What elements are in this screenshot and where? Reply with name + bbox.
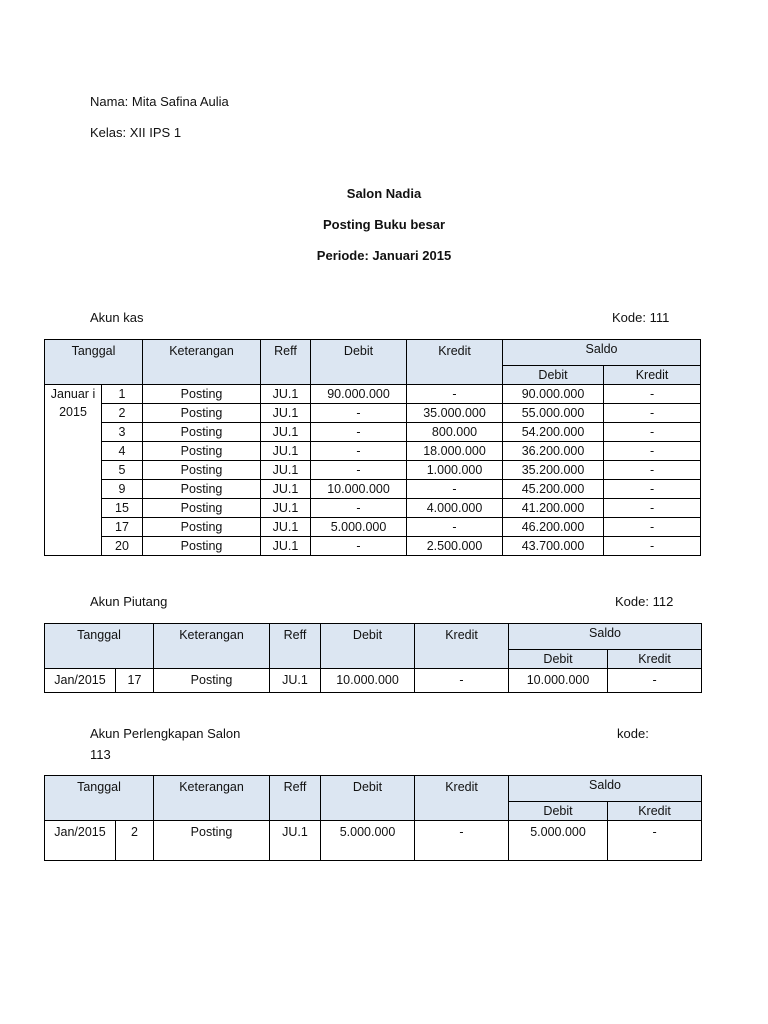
- reff-cell: JU.1: [261, 442, 311, 461]
- saldo-kredit-cell: -: [604, 518, 701, 537]
- debit-cell: 5.000.000: [321, 821, 415, 861]
- debit-cell: -: [311, 404, 407, 423]
- day-cell: 20: [102, 537, 143, 556]
- table-row: [45, 537, 701, 556]
- kredit-cell: -: [407, 385, 503, 404]
- day-cell: 2: [102, 404, 143, 423]
- col-keterangan: Keterangan: [143, 340, 261, 385]
- col-debit: Debit: [321, 776, 415, 821]
- ledger-table-piutang: [44, 623, 702, 693]
- company-name: Salon Nadia: [346, 186, 422, 201]
- kredit-cell: -: [407, 480, 503, 499]
- keterangan-cell: Posting: [143, 499, 261, 518]
- student-class: Kelas: XII IPS 1: [90, 125, 182, 140]
- month-cell: Jan/2015: [45, 821, 116, 861]
- account-code-value: 113: [90, 747, 111, 762]
- month-cell: Januar i 2015: [45, 385, 102, 556]
- ledger-table-perlengkapan: [44, 775, 702, 861]
- col-kredit: Kredit: [415, 624, 509, 669]
- saldo-kredit-cell: -: [604, 461, 701, 480]
- saldo-debit-cell: 41.200.000: [503, 499, 604, 518]
- day-cell: 17: [116, 669, 154, 693]
- ledger-table-kas: [44, 339, 701, 556]
- col-tanggal: Tanggal: [45, 776, 154, 821]
- period: Periode: Januari 2015: [316, 248, 452, 263]
- saldo-debit-cell: 35.200.000: [503, 461, 604, 480]
- keterangan-cell: Posting: [143, 423, 261, 442]
- reff-cell: JU.1: [261, 385, 311, 404]
- account-name: Akun Piutang: [90, 594, 168, 609]
- debit-cell: 10.000.000: [321, 669, 415, 693]
- kredit-cell: 1.000.000: [407, 461, 503, 480]
- col-reff: Reff: [270, 624, 321, 669]
- day-cell: 4: [102, 442, 143, 461]
- table-row: [45, 499, 701, 518]
- account-name: Akun kas: [90, 310, 144, 325]
- saldo-kredit-cell: -: [604, 404, 701, 423]
- col-keterangan: Keterangan: [154, 624, 270, 669]
- saldo-kredit-cell: -: [608, 669, 702, 693]
- keterangan-cell: Posting: [143, 518, 261, 537]
- table-row: [45, 821, 702, 861]
- keterangan-cell: Posting: [154, 669, 270, 693]
- col-tanggal: Tanggal: [45, 340, 143, 385]
- kredit-cell: 4.000.000: [407, 499, 503, 518]
- day-cell: 17: [102, 518, 143, 537]
- table-row: [45, 404, 701, 423]
- kredit-cell: -: [415, 821, 509, 861]
- saldo-debit-cell: 45.200.000: [503, 480, 604, 499]
- account-code: Kode: 112: [615, 594, 674, 609]
- col-debit: Debit: [311, 340, 407, 385]
- saldo-kredit-cell: -: [604, 537, 701, 556]
- saldo-debit-cell: 36.200.000: [503, 442, 604, 461]
- debit-cell: -: [311, 423, 407, 442]
- day-cell: 15: [102, 499, 143, 518]
- keterangan-cell: Posting: [143, 404, 261, 423]
- table-row: [45, 385, 701, 404]
- reff-cell: JU.1: [261, 461, 311, 480]
- saldo-kredit-cell: -: [604, 423, 701, 442]
- saldo-debit-cell: 5.000.000: [509, 821, 608, 861]
- col-saldo-kredit: Kredit: [608, 650, 702, 669]
- account-code: kode:: [617, 726, 649, 741]
- month-cell: Jan/2015: [45, 669, 116, 693]
- saldo-debit-cell: 46.200.000: [503, 518, 604, 537]
- reff-cell: JU.1: [261, 423, 311, 442]
- reff-cell: JU.1: [261, 480, 311, 499]
- saldo-kredit-cell: -: [604, 385, 701, 404]
- col-saldo: Saldo: [503, 340, 701, 366]
- col-kredit: Kredit: [407, 340, 503, 385]
- col-debit: Debit: [321, 624, 415, 669]
- saldo-debit-cell: 54.200.000: [503, 423, 604, 442]
- col-saldo-debit: Debit: [509, 650, 608, 669]
- kredit-cell: 2.500.000: [407, 537, 503, 556]
- col-saldo-kredit: Kredit: [608, 802, 702, 821]
- day-cell: 3: [102, 423, 143, 442]
- saldo-kredit-cell: -: [604, 499, 701, 518]
- saldo-kredit-cell: -: [604, 480, 701, 499]
- table-row: [45, 461, 701, 480]
- day-cell: 1: [102, 385, 143, 404]
- day-cell: 2: [116, 821, 154, 861]
- kredit-cell: -: [407, 518, 503, 537]
- debit-cell: -: [311, 537, 407, 556]
- day-cell: 5: [102, 461, 143, 480]
- col-reff: Reff: [270, 776, 321, 821]
- reff-cell: JU.1: [270, 669, 321, 693]
- reff-cell: JU.1: [270, 821, 321, 861]
- day-cell: 9: [102, 480, 143, 499]
- account-name: Akun Perlengkapan Salon: [90, 726, 241, 741]
- col-saldo-debit: Debit: [503, 366, 604, 385]
- saldo-kredit-cell: -: [604, 442, 701, 461]
- debit-cell: 5.000.000: [311, 518, 407, 537]
- keterangan-cell: Posting: [143, 480, 261, 499]
- col-reff: Reff: [261, 340, 311, 385]
- col-tanggal: Tanggal: [45, 624, 154, 669]
- table-row: [45, 669, 702, 693]
- reff-cell: JU.1: [261, 537, 311, 556]
- debit-cell: -: [311, 499, 407, 518]
- keterangan-cell: Posting: [143, 537, 261, 556]
- col-saldo: Saldo: [509, 776, 702, 802]
- col-kredit: Kredit: [415, 776, 509, 821]
- table-row: [45, 423, 701, 442]
- kredit-cell: 800.000: [407, 423, 503, 442]
- col-saldo-debit: Debit: [509, 802, 608, 821]
- kredit-cell: 18.000.000: [407, 442, 503, 461]
- table-row: [45, 518, 701, 537]
- document-title: Posting Buku besar: [322, 217, 446, 232]
- kredit-cell: -: [415, 669, 509, 693]
- reff-cell: JU.1: [261, 499, 311, 518]
- saldo-debit-cell: 90.000.000: [503, 385, 604, 404]
- account-code: Kode: 111: [612, 310, 670, 325]
- col-keterangan: Keterangan: [154, 776, 270, 821]
- saldo-debit-cell: 43.700.000: [503, 537, 604, 556]
- kredit-cell: 35.000.000: [407, 404, 503, 423]
- student-name: Nama: Mita Safina Aulia: [90, 94, 229, 109]
- table-row: [45, 442, 701, 461]
- keterangan-cell: Posting: [143, 385, 261, 404]
- keterangan-cell: Posting: [143, 461, 261, 480]
- debit-cell: -: [311, 461, 407, 480]
- keterangan-cell: Posting: [154, 821, 270, 861]
- reff-cell: JU.1: [261, 518, 311, 537]
- reff-cell: JU.1: [261, 404, 311, 423]
- debit-cell: 10.000.000: [311, 480, 407, 499]
- keterangan-cell: Posting: [143, 442, 261, 461]
- debit-cell: -: [311, 442, 407, 461]
- table-row: [45, 480, 701, 499]
- saldo-kredit-cell: -: [608, 821, 702, 861]
- saldo-debit-cell: 55.000.000: [503, 404, 604, 423]
- col-saldo-kredit: Kredit: [604, 366, 701, 385]
- saldo-debit-cell: 10.000.000: [509, 669, 608, 693]
- col-saldo: Saldo: [509, 624, 702, 650]
- debit-cell: 90.000.000: [311, 385, 407, 404]
